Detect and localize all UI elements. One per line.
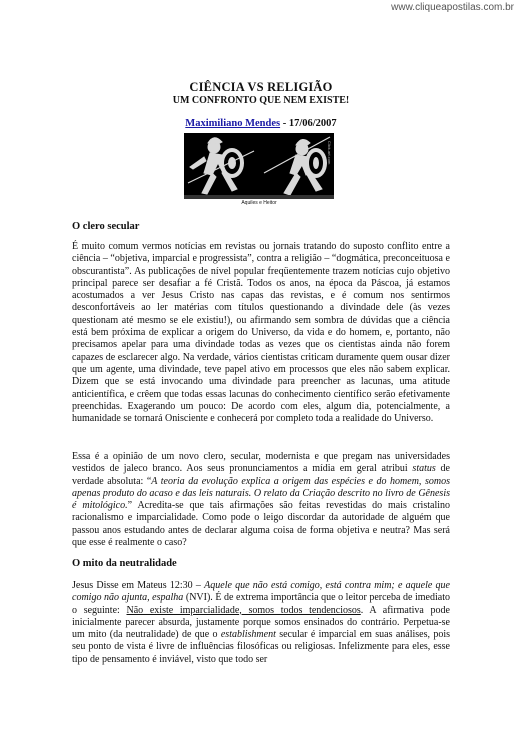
paragraph-2-quote: A teoria da evolução explica a origem das espécies e do homem, somos apenas produto do acaso e das leis naturais. O relato da Criação descrito no livro de Gênesis é mitológico. xyxy=(72,475,450,512)
paragraph-3-establishment: establishment xyxy=(220,629,276,641)
paragraph-2-status: status xyxy=(412,463,436,475)
section-heading-clero-secular: O clero secular xyxy=(72,221,140,232)
publication-date: - 17/06/2007 xyxy=(280,118,337,129)
paragraph-2 xyxy=(72,451,450,549)
paragraph-3-quote: Aquele que não está comigo, está contra mim; e aquele que comigo não ajunta, espalha xyxy=(72,580,450,604)
author-link[interactable]: Maximiliano Mendes xyxy=(185,118,281,129)
paragraph-2-text-a: Essa é a opinião de um novo clero, secular, modernista e que pregam nas universidades vestidos de jaleco branco. Aos seus pronunciamentos a mídia em geral atribui xyxy=(72,451,450,475)
paragraph-3-underline: Não existe imparcialidade, somos todos tendenciosos xyxy=(126,604,361,616)
paragraph-3 xyxy=(72,580,450,666)
site-watermark: www.cliqueapostilas.com.br xyxy=(391,2,514,13)
paragraph-3-text-b: (NVI). É de extrema importância que o leitor perceba de imediato o seguinte: xyxy=(72,592,450,616)
paragraph-3-text-c: . A afirmativa pode inicialmente parecer absurda, justamente porque somos ensinados do contrário. Perpetua-se um mito (da neutralidade) de que o xyxy=(72,604,450,641)
paragraph-2-text-b: de verdade absoluta: “ xyxy=(72,463,450,487)
section-heading-mito-neutralidade: O mito da neutralidade xyxy=(72,558,177,569)
document-subtitle: UM CONFRONTO QUE NEM EXISTE! xyxy=(172,95,350,106)
paragraph-2-text-c: ” Acredita-se que tais afirmações são feitas revestidas do mais cristalino racionalismo e imparcialidade. Como pode o leigo discordar da autoridade de alguém que passou anos estudando antes de declarar alguma coisa de forma objetiva e neutra? Mas será que esse é realmente o caso? xyxy=(72,500,451,549)
illustration-caption: Aquiles e Heitor xyxy=(241,200,277,206)
paragraph-3-text-d: secular é imparcial em suas análises, pois seu ponto de vista é livre de influências filosóficas ou religiosas. Infelizmente para eles, esse tipo de pensamento é inviável, visto que todo ser xyxy=(72,629,450,665)
byline xyxy=(72,118,450,129)
document-title: CIÊNCIA VS RELIGIÃO xyxy=(189,80,333,94)
paragraph-3-text-a: Jesus Disse em Mateus 12:30 – xyxy=(72,580,205,591)
illustration-svg xyxy=(184,133,334,199)
paragraph-1: É muito comum vermos notícias em revistas ou jornais tratando do suposto conflito entre a ciência – “objetiva, imparcial e progressista”, contra a religião – “dogmática, preconceituosa e obscurantista”. As publicações de nível popular freqüentemente trazem notícias cujo objetivo principal parece ser desafiar a fé Cristã. Todos os anos, na época da Páscoa, já estamos acostumados a ver Jesus Cristo nas capas das revistas, e é comum nos sentirmos desconfortáveis ao ler matérias com títulos questionando a divindade dele (às vezes questionam até mesmo se ele existiu!), ou afirmando sem sombra de dúvidas que a ciência está bem próxima de explicar a origem do Universo, da vida e do homem, e, portanto, não precisamos apelar para uma divindade todas as vezes que os cientistas ainda não forem capazes de esclarecer algo. Na verdade, vários cientistas criticam duramente quem ousar dizer que um agente, uma divindade, teve papel ativo em processos que eles não sabem explicar. Dizem que se está invocando uma divindade para preencher as lacunas, uma atitude anticientífica, e crêem que todas essas lacunas do conhecimento científico serão efetivamente preenchidas. Exagerando um pouco: De acordo com eles, algum dia, potencialmente, a humanidade se tornará Onisciente e conhecerá por completo toda a realidade do Universo. xyxy=(72,241,450,425)
clipart-stamp: Click-art.com xyxy=(327,141,332,165)
